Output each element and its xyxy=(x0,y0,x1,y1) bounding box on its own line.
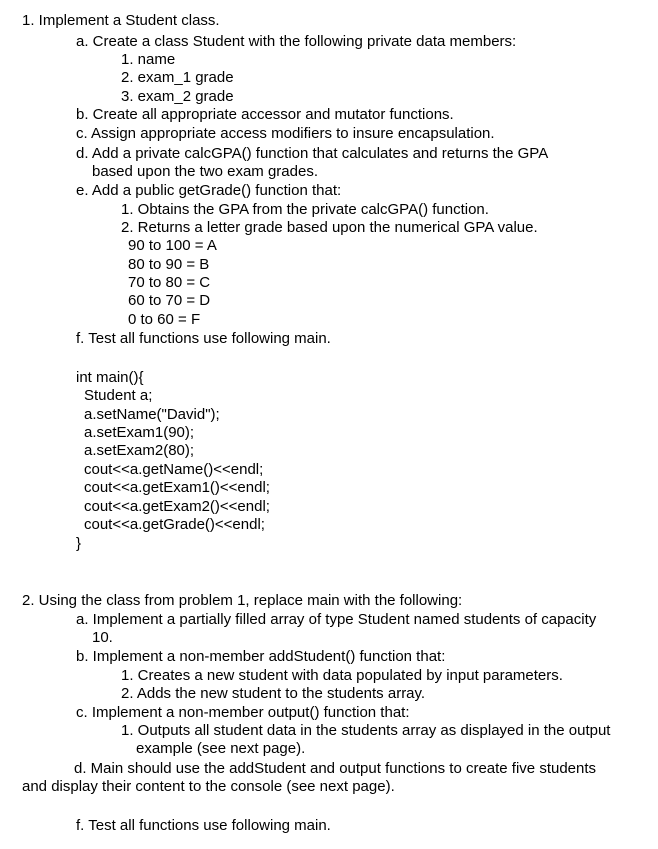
p1-item-b: b. Create all appropriate accessor and mutator functions. xyxy=(76,106,454,123)
p1-title: 1. Implement a Student class. xyxy=(22,12,220,29)
code-line: cout<<a.getGrade()<<endl; xyxy=(84,516,265,533)
p1-a-sub-2: 2. exam_1 grade xyxy=(121,69,234,86)
code-line: a.setName("David"); xyxy=(84,406,220,423)
code-line: a.setExam2(80); xyxy=(84,442,195,459)
p2-item-c: c. Implement a non-member output() function that: xyxy=(76,704,410,721)
code-line: int main(){ xyxy=(76,369,144,386)
grade-row-d: 60 to 70 = D xyxy=(128,292,211,309)
p1-item-d-line1: d. Add a private calcGPA() function that calculates and returns the GPA xyxy=(76,145,549,162)
p2-item-b: b. Implement a non-member addStudent() function that: xyxy=(76,648,446,665)
p1-item-a: a. Create a class Student with the following private data members: xyxy=(76,33,517,50)
p1-item-f: f. Test all functions use following main. xyxy=(76,330,331,347)
grade-row-a: 90 to 100 = A xyxy=(128,237,217,254)
code-line: Student a; xyxy=(84,387,153,404)
grade-row-f: 0 to 60 = F xyxy=(128,311,201,328)
p2-b-sub-1: 1. Creates a new student with data populated by input parameters. xyxy=(121,667,563,684)
p2-c-sub-1-line2: example (see next page). xyxy=(136,740,306,757)
code-line: a.setExam1(90); xyxy=(84,424,195,441)
p2-title: 2. Using the class from problem 1, replace main with the following: xyxy=(22,592,463,609)
code-line: cout<<a.getName()<<endl; xyxy=(84,461,264,478)
p1-item-d-line2: based upon the two exam grades. xyxy=(92,163,318,180)
p1-item-e: e. Add a public getGrade() function that: xyxy=(76,182,342,199)
p1-a-sub-3: 3. exam_2 grade xyxy=(121,88,234,105)
code-line: cout<<a.getExam2()<<endl; xyxy=(84,498,270,515)
code-line: cout<<a.getExam1()<<endl; xyxy=(84,479,270,496)
p2-item-d-line1: d. Main should use the addStudent and output functions to create five students xyxy=(74,760,597,777)
p2-item-a-line1: a. Implement a partially filled array of type Student named students of capacity xyxy=(76,611,597,628)
p2-b-sub-2: 2. Adds the new student to the students array. xyxy=(121,685,426,702)
p2-item-a-line2: 10. xyxy=(92,629,113,646)
p2-item-d-line2: and display their content to the console (see next page). xyxy=(22,778,395,795)
p1-e-sub-1: 1. Obtains the GPA from the private calcGPA() function. xyxy=(121,201,489,218)
grade-row-c: 70 to 80 = C xyxy=(128,274,211,291)
code-line: } xyxy=(76,535,82,552)
p1-e-sub-2: 2. Returns a letter grade based upon the numerical GPA value. xyxy=(121,219,538,236)
p2-c-sub-1-line1: 1. Outputs all student data in the students array as displayed in the output xyxy=(121,722,611,739)
p1-a-sub-1: 1. name xyxy=(121,51,176,68)
p1-item-c: c. Assign appropriate access modifiers to insure encapsulation. xyxy=(76,125,495,142)
grade-row-b: 80 to 90 = B xyxy=(128,256,210,273)
p2-item-f: f. Test all functions use following main. xyxy=(76,817,331,834)
